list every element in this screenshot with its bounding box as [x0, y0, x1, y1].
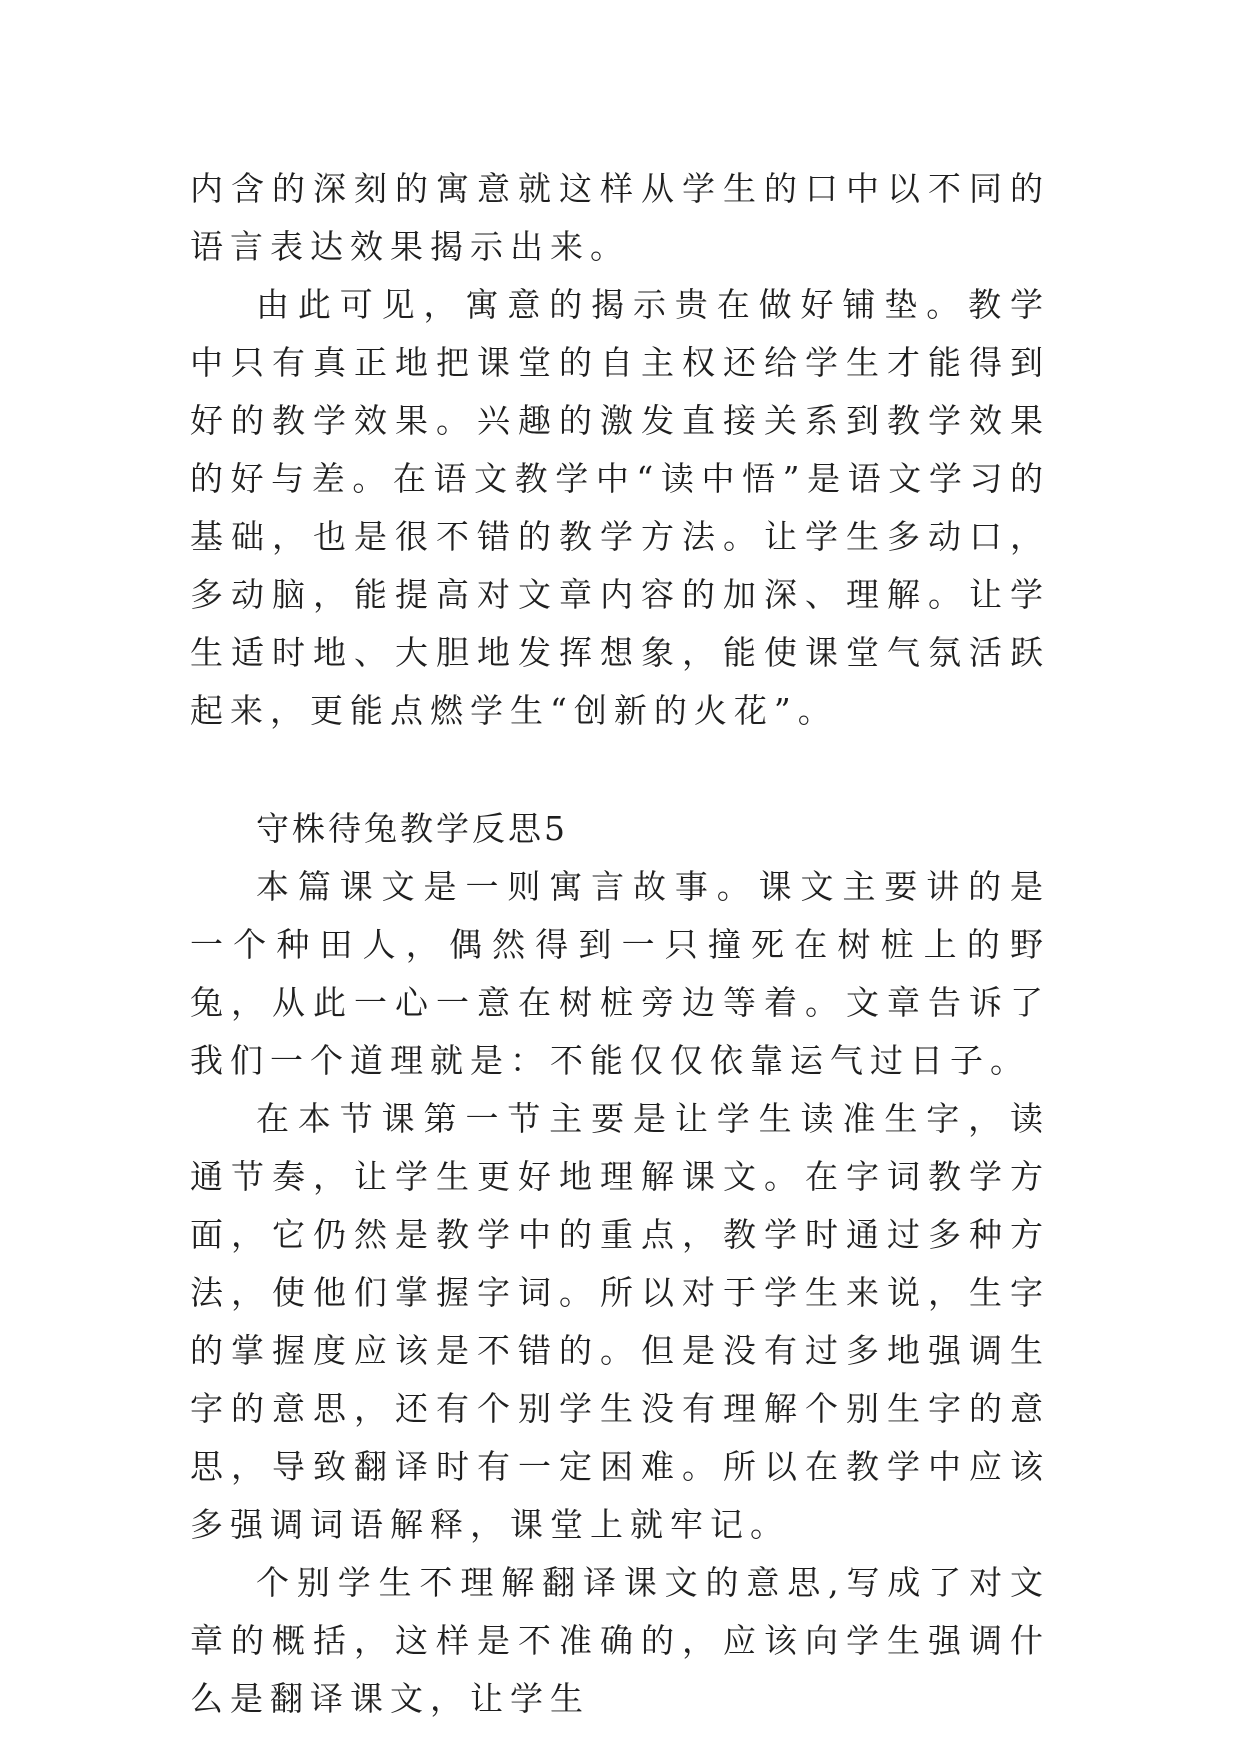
document-page — [190, 160, 1050, 1728]
paragraph-continuation: 内含的深刻的寓意就这样从学生的口中以不同的语言表达效果揭示出来。 — [190, 169, 1050, 266]
paragraph-intro: 本篇课文是一则寓言故事。课文主要讲的是一个种田人，偶然得到一只撞死在树桩上的野兔，从此一心一意在树桩旁边等着。文章告诉了我们一个道理就是：不能仅仅依靠运气过日子。 — [190, 867, 1050, 1080]
paragraph-translation: 个别学生不理解翻译课文的意思,写成了对文章的概括，这样是不准确的，应该向学生强调什么是翻译课文，让学生 — [190, 1563, 1050, 1718]
paragraph-vocabulary: 在本节课第一节主要是让学生读准生字，读通节奏，让学生更好地理解课文。在字词教学方面，它仍然是教学中的重点，教学时通过多种方法，使他们掌握字词。所以对于学生来说，生字的掌握度应该是不错的。但是没有过多地强调生字的意思，还有个别学生没有理解个别生字的意思，导致翻译时有一定困难。所以在教学中应该多强调词语解释，课堂上就牢记。 — [190, 1099, 1050, 1544]
paragraph-summary: 由此可见，寓意的揭示贵在做好铺垫。教学中只有真正地把课堂的自主权还给学生才能得到好的教学效果。兴趣的激发直接关系到教学效果的好与差。在语文教学中“读中悟”是语文学习的基础，也是很不错的教学方法。让学生多动口，多动脑，能提高对文章内容的加深、理解。让学生适时地、大胆地发挥想象，能使课堂气氛活跃起来，更能点燃学生“创新的火花”。 — [190, 285, 1050, 730]
section-title: 守株待兔教学反思5 — [256, 809, 568, 848]
